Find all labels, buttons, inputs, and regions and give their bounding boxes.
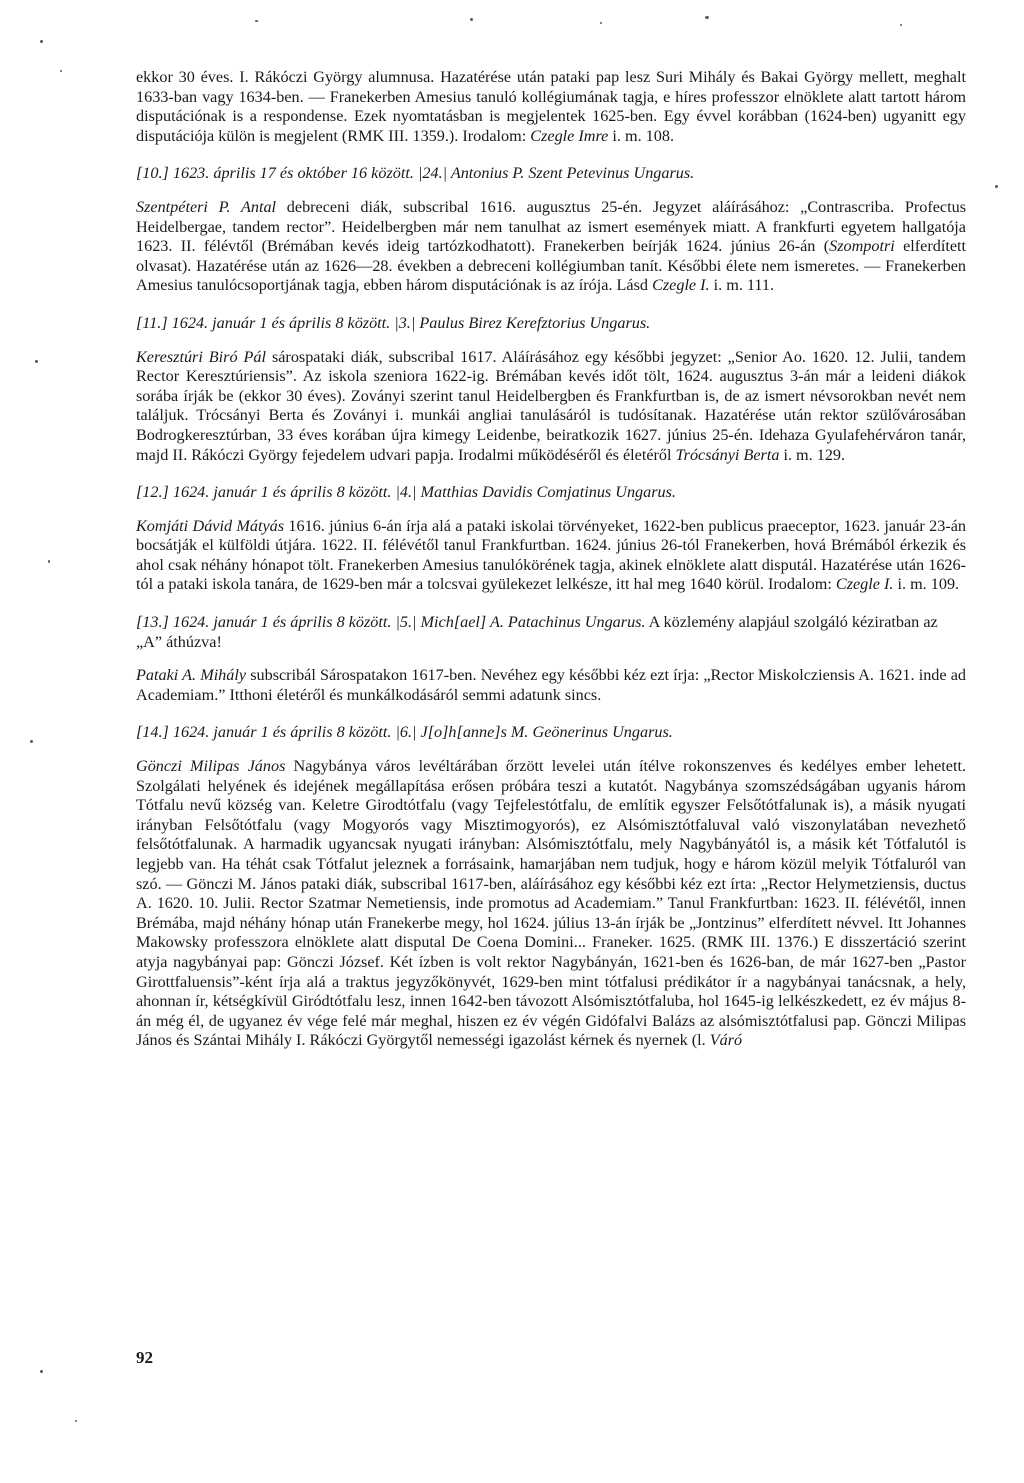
italic-text: Szompotri: [829, 237, 895, 256]
page-number: 92: [136, 1348, 153, 1367]
text-run: debreceni diák, subscribal 1616. augusztus 25-én. Jegyzet aláírásához: „Contrascriba. Profectus Heidelbergae, tandem rector”. Heidelbergben már nem tanulhat az ismert események miatt. A frankfurti egyetem hallgatója 1623. II. félévtől (Brémában kevés ideig tartózkodhatott). Franekerben beírják 1624. június 26-án (: [136, 197, 966, 256]
italic-text: Czegle I.: [835, 575, 894, 594]
text-run: elferdített olvasat). Hazatérése után az 1626—28. években a debreceni kollégiumban tanít. Későbbi élete nem ismeretes. — Franekerben Amesius tanulócsoportjának tagja, ebben három disputációnak is az írója. Lásd: [136, 237, 966, 295]
italic-text: Trócsányi Berta: [675, 445, 780, 464]
entry-heading: [136, 164, 966, 184]
entry-heading: [136, 314, 966, 334]
italic-text: Gönczi Milipas János: [136, 757, 286, 776]
entry-paragraph: [136, 198, 966, 296]
text-run: sárospataki diák, subscribal 1617. Aláírásához egy későbbi jegyzet: „Senior Ao. 1620. 12. Julii, tandem Rector Keresztúriensis”. Az iskola szeniora 1622-ig. Brémában kevés időt tölt, 1624. augusztus 3-án már a leideni diákok sorába írják be (ekkor 30 éves). Zoványi szerint tanul Heidelbergben és Frankfurtban is, de az ismert névsorokban nevét nem találjuk. Trócsányi Berta és Zoványi i. munkái angliai tanulásáról is tudósítanak. Hazatérése után rektor szülővárosában Bodrogkeresztúrban, 33 éves korában újra kimegy Leidenbe, beiratkozik 1627. június 25-én. Idehaza Gyulafehérváron tanár, majd II. Rákóczi György fejedelem udvari papja. Irodalmi működéséről és életéről: [136, 347, 966, 464]
entry-paragraph: [136, 517, 966, 595]
italic-text: Czegle I.: [652, 276, 710, 295]
italic-text: Komjáti Dávid Mátyás: [136, 516, 285, 535]
entry-paragraph: [136, 68, 966, 146]
italic-text: Pataki A. Mihály: [136, 666, 247, 685]
entry-heading: [136, 613, 966, 652]
italic-text: [14.] 1624. január 1 és április 8 között. |6.| J[o]h[anne]s M. Geönerinus Ungarus.: [136, 723, 673, 742]
entry-heading: [136, 483, 966, 503]
text-run: subscribál Sárospatakon 1617-ben. Nevéhez egy későbbi kéz ezt írja: „Rector Miskolcziensis A. 1621. inde ad Academiam.” Itthoni életéről és munkálkodásáról semmi adatunk sincs.: [136, 666, 967, 704]
text-run: i. m. 111.: [709, 276, 775, 295]
italic-text: Váró: [709, 1031, 743, 1050]
text-run: ekkor 30 éves. I. Rákóczi György alumnusa. Hazatérése után pataki pap lesz Suri Mihály és Bakai György mellett, meghalt 1633-ban vagy 1634-ben. — Franekerben Amesius tanuló kollégiumának tagja, e híres professzor elnöklete alatt tartott három disputációnak is a respondense. Ezek nyomtatásban is megjelentek 1625-ben. Egy évvel korábban (1624-ben) ugyanitt egy disputációja külön is megjelent (RMK III. 1359.). Irodalom:: [136, 68, 966, 145]
entry-heading: [136, 723, 966, 743]
italic-text: [11.] 1624. január 1 és április 8 között. |3.| Paulus Birez Kerefztorius Ungarus.: [136, 313, 651, 332]
italic-text: [10.] 1623. április 17 és október 16 között. |24.| Antonius P. Szent Petevinus Ungarus.: [136, 164, 695, 183]
italic-text: [13.] 1624. január 1 és április 8 között. |5.| Mich[ael] A. Patachinus Ungarus.: [136, 613, 646, 632]
text-run: i. m. 129.: [779, 445, 846, 464]
text-run: 1616. június 6-án írja alá a pataki iskolai törvényeket, 1622-ben publicus praeceptor, 1623. január 23-án bocsátják el külföldi útjára. 1622. II. félévétől tanul Frankfurtban. 1624. június 26-tól Franekerben, hová Brémából érkezik és ahol csak néhány hónapot tölt. Franekerben Amesius tanulókörének tagja, akinek elnöklete alatt disputál. Hazatérése után 1626-tól a pataki iskola tanára, de 1629-ben már a tolcsvai gyülekezet lelkésze, itt hal meg 1640 körül. Irodalom:: [136, 516, 966, 594]
italic-text: [12.] 1624. január 1 és április 8 között. |4.| Matthias Davidis Comjatinus Ungarus.: [136, 483, 676, 502]
entry-paragraph: [136, 757, 966, 1051]
text-run: A közlemény alapjául szolgáló kéziratban az „A” áthúzva!: [136, 613, 938, 651]
text-run: Nagybánya város levéltárában őrzött levelei után ítélve rokonszenves és kedélyes ember lehetett. Szolgálati helyének és idejének megállapítása erősen próbára teszi a kutatót. Nagybánya szomszédságában ugyanis három Tótfalu nevű község van. Keletre Girodtótfalu (vagy Tejfelestótfalu, de említik egyszer Felsőtótfalunak is), a másik nyugati irányban Felsőtótfalu (vagy Mogyorós vagy Misztimogyorós), ez Alsómisztótfaluval való viszonylatában nevezhető felsőtótfalunak. A harmadik ugyancsak nyugati irányban: Alsómisztótfalu, mely Nagybányától is, a másik két Tótfalutól is legjebb van. Ha téhát csak Tótfalut jeleznek a forrásaink, hamarjában nem tudjuk, hogy e három közül melyik Tótfaluról van szó. — Gönczi M. János pataki diák, subscribal 1617-ben, aláírásához egy későbbi kéz ezt írta: „Rector Helymetziensis, ductus A. 1620. 10. Julii. Rector Szatmar Nemetiensis, inde promotus ad Academiam.” Tanul Frankfurtban: 1623. II. félévétől, innen Brémába, majd néhány hónap után Franekerbe megy, hol 1624. július 13-án írják be „Jontzinus” elferdített névvel. Itt Johannes Makowsky professzora elnöklete alatt disputal De Coena Domini... Franeker. 1625. (RMK III. 1376.) E disszertáció szerint atyja nagybányai pap: Gönczi József. Két ízben is volt rektor Nagybányán, 1621-ben és 1626-ban, de már 1627-ben „Pastor Girottfaluensis”-ként írja alá a traktus jegyzőkönyvét, 1629-ben mint tótfalusi prédikátor ír a nagybányai tanácsnak, a hely, ahonnan ír, kétségkívül Giródtótfalu lesz, innen 1642-ben távozott Alsómisztótfaluba, hol 1645-ig lelkészkedett, ez év május 8-án még él, de ugyanez év vége felé már meghal, hiszen ez év végén Gidófalvi Balázs az alsómisztótfalusi pap. Gönczi Milipas János és Szántai Mihály I. Rákóczi Györgytől nemességi igazolást kérnek és nyernek (l.: [136, 757, 966, 1050]
italic-text: Keresztúri Biró Pál: [136, 347, 266, 366]
entry-paragraph: [136, 666, 966, 705]
text-run: i. m. 109.: [893, 575, 960, 594]
page-body: [136, 68, 966, 1051]
italic-text: Szentpéteri P. Antal: [136, 197, 277, 216]
italic-text: Czegle Imre: [530, 126, 609, 145]
entry-paragraph: [136, 348, 966, 466]
text-run: i. m. 108.: [608, 126, 675, 145]
